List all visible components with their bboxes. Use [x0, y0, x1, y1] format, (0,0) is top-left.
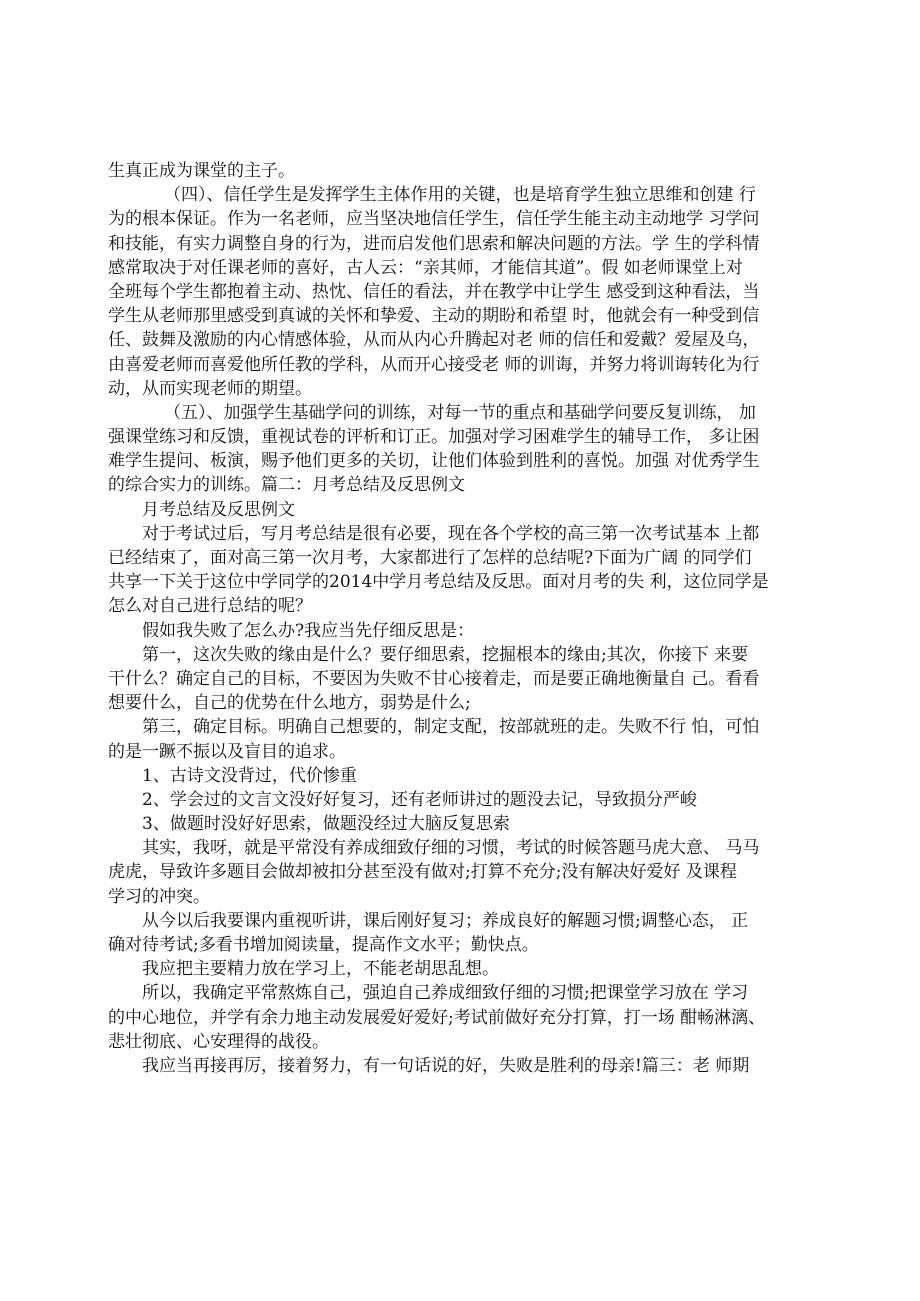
- text-line: 我应把主要精力放在学习上，不能老胡思乱想。: [142, 959, 499, 980]
- text-line: 强课堂练习和反馈，重视试卷的评析和订正。加强对学习困难学生的辅导工作， 多让困: [108, 427, 760, 448]
- text-line: 所以，我确定平常熬炼自己，强迫自己养成细致仔细的习惯;把课堂学习放在 学习: [142, 983, 749, 1004]
- text-line: 我应当再接再厉，接着努力，有一句话说的好，失败是胜利的母亲!篇三：老 师期: [142, 1055, 750, 1076]
- text-line: 感常取决于对任课老师的喜好，古人云：“亲其师，才能信其道”。假 如老师课堂上对: [108, 257, 743, 278]
- text-line: 的综合实力的训练。篇二：月考总结及反思例文: [108, 475, 465, 496]
- text-line: （四）、信任学生是发挥学生主体作用的关键，也是培育学生独立思维和创建 行: [164, 185, 756, 206]
- text-line: 假如我失败了怎么办?我应当先仔细反思是：: [142, 620, 475, 641]
- text-line: 和技能，有实力调整自身的行为，进而启发他们思索和解决问题的方法。学 生的学科情: [108, 233, 760, 254]
- text-line: 干什么？确定自己的目标，不要因为失败不甘心接着走，而是要正确地衡量自 己。看看: [108, 668, 760, 689]
- text-line: 悲壮彻底、心安理得的战役。: [108, 1031, 329, 1052]
- text-line: （五）、加强学生基础学问的训练，对每一节的重点和基础学问要反复训练， 加: [164, 402, 756, 423]
- text-line: 想要什么，自己的优势在什么地方，弱势是什么;: [108, 693, 471, 714]
- text-line: 已经结束了，面对高三第一次月考，大家都进行了怎样的总结呢?下面为广阔 的同学们: [108, 548, 752, 568]
- text-line: 学习的冲突。: [108, 886, 210, 907]
- text-line: 1、古诗文没背过，代价惨重: [142, 765, 357, 786]
- text-line: 为的根本保证。作为一名老师，应当坚决地信任学生，信任学生能主动主动地学 习学问: [108, 209, 760, 230]
- text-line: 共享一下关于这位中学同学的2014中学月考总结及反思。面对月考的失 利，这位同学是: [108, 572, 769, 593]
- text-line: 全班每个学生都抱着主动、热忱、信任的看法，并在教学中让学生 感受到这种看法，当: [108, 281, 760, 302]
- text-line: 虎虎，导致许多题目会做却被扣分甚至没有做对;打算不充分;没有解决好爱好 及课程: [108, 862, 737, 883]
- text-line: 从今以后我要课内重视听讲，课后刚好复习；养成良好的解题习惯;调整心态， 正: [142, 910, 749, 931]
- text-line: 其实，我呀，就是平常没有养成细致仔细的习惯，考试的时候答题马虎大意、 马马: [142, 838, 760, 859]
- text-line: 确对待考试;多看书增加阅读量，提高作文水平；勤快点。: [108, 935, 539, 955]
- text-line: 学生从老师那里感受到真诚的关怀和挚爱、主动的期盼和希望 时，他就会有一种受到信: [108, 306, 760, 327]
- text-line: 动，从而实现老师的期望。: [108, 378, 312, 399]
- text-line: 生真正成为课堂的主子。: [108, 161, 295, 181]
- text-line: 2、学会过的文言文没好好复习，还有老师讲过的题没去记，导致损分严峻: [142, 789, 697, 810]
- text-line: 3、做题时没好好思索，做题没经过大脑反复思索: [142, 814, 510, 835]
- document-body: [108, 159, 820, 1078]
- text-line: 怎么对自己进行总结的呢？: [108, 596, 312, 617]
- text-line: 的中心地位，并学有余力地主动发展爱好爱好;考试前做好充分打算，打一场 酣畅淋漓、: [108, 1007, 766, 1028]
- text-line: 第一，这次失败的缘由是什么？要仔细思索，挖掘根本的缘由;其次，你接下 来要: [142, 644, 749, 665]
- text-line: 第三，确定目标。明确自己想要的，制定支配，按部就班的走。失败不行 怕，可怕: [142, 717, 760, 738]
- text-line: 对于考试过后，写月考总结是很有必要，现在各个学校的高三第一次考试基本 上都: [142, 523, 760, 544]
- text-line: 的是一蹶不振以及盲目的追求。: [108, 741, 346, 762]
- text-line: 由喜爱老师而喜爱他所任教的学科，从而开心接受老 师的训诲，并努力将训诲转化为行: [108, 354, 760, 375]
- text-line: 任、鼓舞及激励的内心情感体验，从而从内心升腾起对老 师的信任和爱戴？爱屋及乌，: [108, 330, 760, 351]
- text-line: 月考总结及反思例文: [142, 499, 295, 520]
- text-line: 难学生提问、板演，赐予他们更多的关切，让他们体验到胜利的喜悦。加强 对优秀学生: [108, 451, 760, 472]
